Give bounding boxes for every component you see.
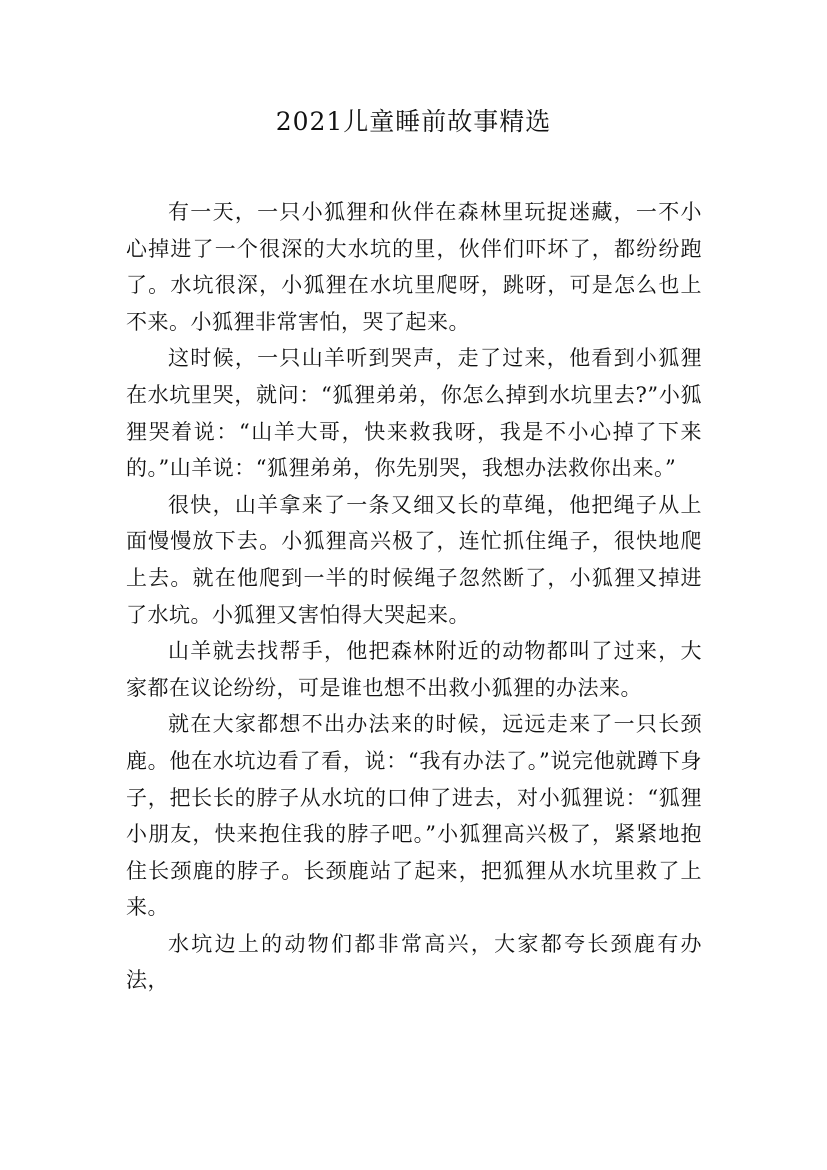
paragraph-5: 就在大家都想不出办法来的时候，远远走来了一只长颈鹿。他在水坑边看了看，说：“我有办法了。”说完他就蹲下身子，把长长的脖子从水坑的口伸了进去，对小狐狸说：“狐狸小朋友，快来抱住我的脖子吧。”小狐狸高兴极了，紧紧地抱住长颈鹿的脖子。长颈鹿站了起来，把狐狸从水坑里救了上来。: [126, 712, 702, 920]
document-title: 2021儿童睡前故事精选: [275, 107, 552, 136]
story-body: [126, 194, 702, 999]
paragraph-3: 很快，山羊拿来了一条又细又长的草绳，他把绳子从上面慢慢放下去。小狐狸高兴极了，连忙抓住绳子，很快地爬上去。就在他爬到一半的时候绳子忽然断了，小狐狸又掉进了水坑。小狐狸又害怕得大哭起来。: [126, 492, 702, 627]
paragraph-2: 这时候，一只山羊听到哭声，走了过来，他看到小狐狸在水坑里哭，就问：“狐狸弟弟，你怎么掉到水坑里去?”小狐狸哭着说：“山羊大哥，快来救我呀，我是不小心掉了下来的。”山羊说：“狐狸弟弟，你先别哭，我想办法救你出来。”: [126, 346, 702, 481]
paragraph-1: 有一天，一只小狐狸和伙伴在森林里玩捉迷藏，一不小心掉进了一个很深的大水坑的里，伙伴们吓坏了，都纷纷跑了。水坑很深，小狐狸在水坑里爬呀，跳呀，可是怎么也上不来。小狐狸非常害怕，哭了起来。: [126, 200, 702, 334]
paragraph-4: 山羊就去找帮手，他把森林附近的动物都叫了过来，大家都在议论纷纷，可是谁也想不出救小狐狸的办法来。: [126, 639, 702, 700]
paragraph-6: 水坑边上的动物们都非常高兴，大家都夸长颈鹿有办法，: [126, 931, 702, 993]
